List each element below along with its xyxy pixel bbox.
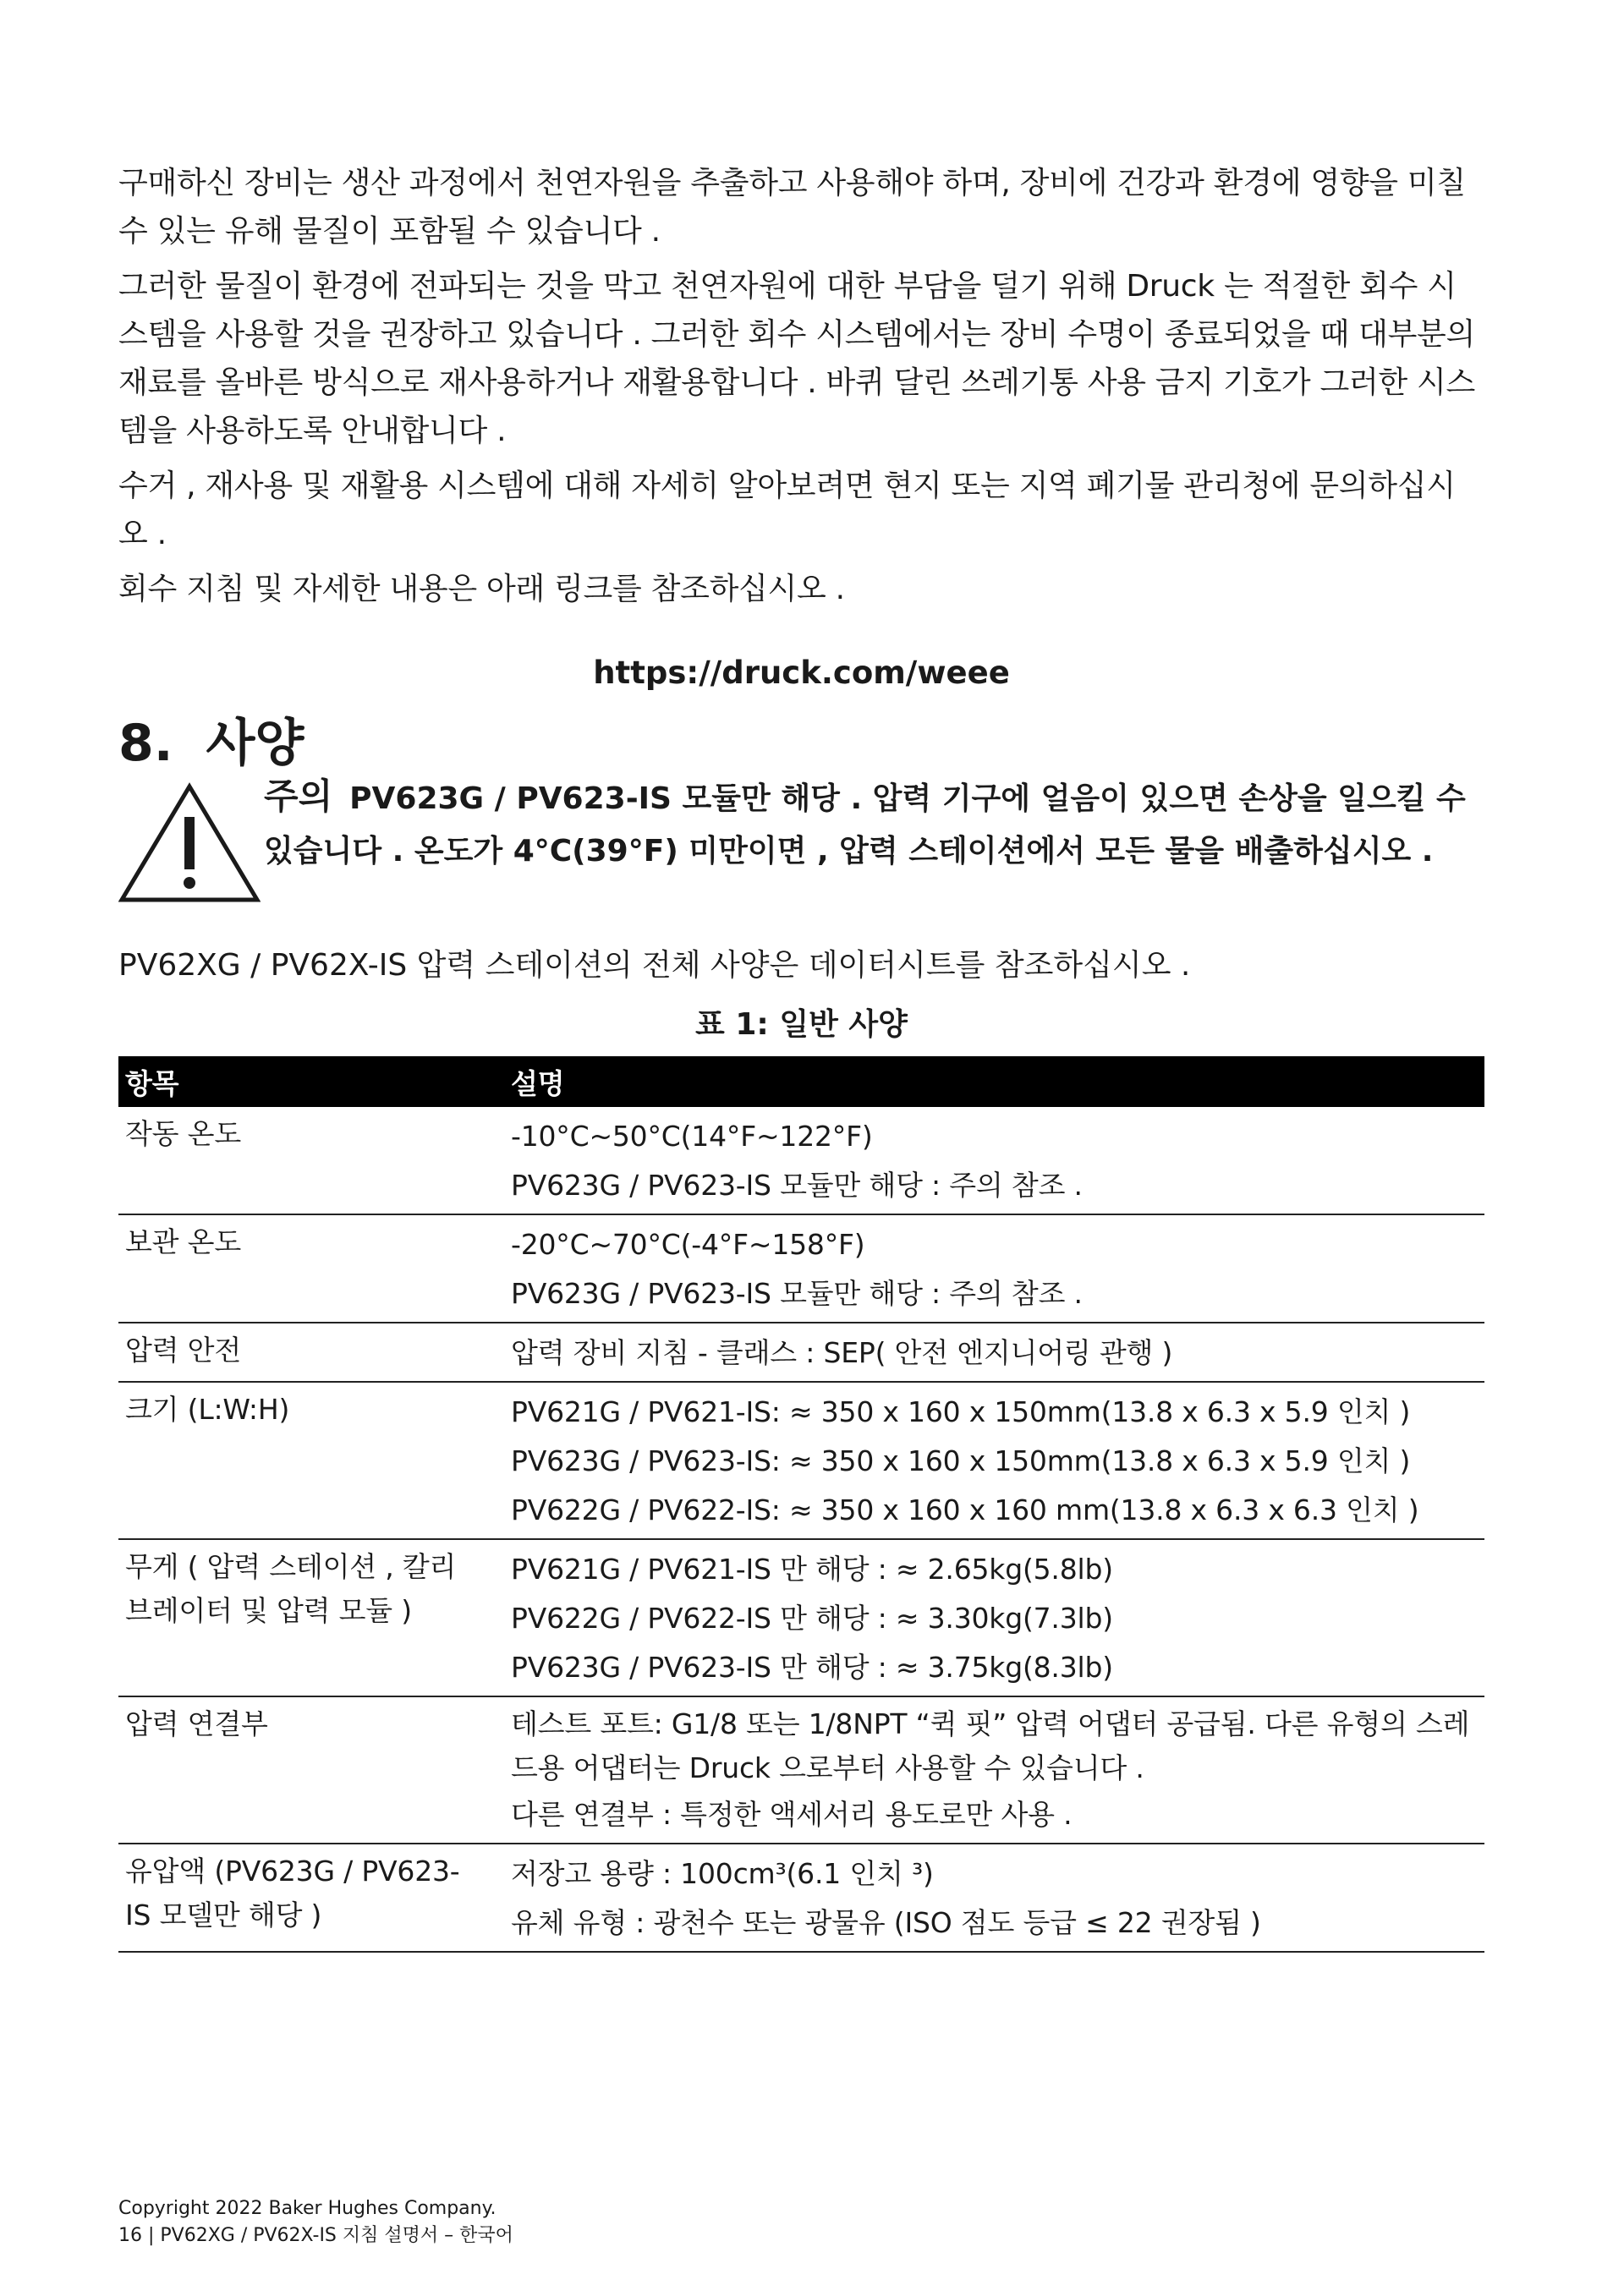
row-line: PV622G / PV622-IS 만 해당 : ≈ 3.30kg(7.3lb) xyxy=(511,1602,1113,1635)
header-description: 설명 xyxy=(504,1056,1484,1107)
row-item: 크기 (L:W:H) xyxy=(125,1393,290,1426)
caution-message: PV623G / PV623-IS 모듈만 해당 . 압력 기구에 얼음이 있으면 손상을 일으킬 수 있습니다 . 온도가 4°C(39°F) 미만이면 , 압력 스테이션에서 모든 물을 배출하십시오 . xyxy=(264,781,1466,869)
row-item: 무게 ( 압력 스테이션 , 칼리브레이터 및 압력 모듈 ) xyxy=(125,1550,457,1627)
table-row xyxy=(118,1323,1484,1382)
row-line: 유체 유형 : 광천수 또는 광물유 (ISO 점도 등급 ≤ 22 권장됨 ) xyxy=(511,1906,1261,1939)
weee-link[interactable]: https://druck.com/weee xyxy=(593,655,1010,691)
row-item: 압력 연결부 xyxy=(125,1707,268,1740)
caution-label: 주의 xyxy=(264,775,333,817)
footer-page-line: 16 | PV62XG / PV62X-IS 지침 설명서 – 한국어 xyxy=(118,2225,513,2246)
warning-triangle-icon xyxy=(118,781,261,904)
table-title: 표 1: 일반 사양 xyxy=(695,1007,908,1042)
row-line: PV623G / PV623-IS: ≈ 350 x 160 x 150mm(13.8 x 6.3 x 5.9 인치 ) xyxy=(511,1444,1411,1477)
row-line: 저장고 용량 : 100cm³(6.1 인치 ³) xyxy=(511,1857,934,1890)
table-row xyxy=(118,1214,1484,1323)
row-line: -10°C~50°C(14°F~122°F) xyxy=(511,1120,873,1153)
section-title-text: 사양 xyxy=(206,714,304,773)
spec-intro: PV62XG / PV62X-IS 압력 스테이션의 전체 사양은 데이터시트를 참조하십시오 . xyxy=(118,948,1191,983)
weee-paragraph-2: 그러한 물질이 환경에 전파되는 것을 막고 천연자원에 대한 부담을 덜기 위해 Druck 는 적절한 회수 시스템을 사용할 것을 권장하고 있습니다 . 그러한 회수 시스템에서는 장비 수명이 종료되었을 때 대부분의 재료를 올바른 방식으로 재사용하거나 재활용합니다 . 바퀴 달린 쓰레기통 사용 금지 기호가 그러한 시스템을 사용하도록 안내합니다 . xyxy=(118,269,1476,448)
general-spec-table xyxy=(118,1056,1484,1953)
weee-paragraph-3: 수거 , 재사용 및 재활용 시스템에 대해 자세히 알아보려면 현지 또는 지역 폐기물 관리청에 문의하십시오 . xyxy=(118,469,1456,551)
weee-paragraph-1: 구매하신 장비는 생산 과정에서 천연자원을 추출하고 사용해야 하며, 장비에 건강과 환경에 영향을 미칠 수 있는 유해 물질이 포함될 수 있습니다 . xyxy=(118,166,1466,249)
table-header-row xyxy=(118,1056,1484,1107)
table-row xyxy=(118,1107,1484,1214)
row-line: PV621G / PV621-IS 만 해당 : ≈ 2.65kg(5.8lb) xyxy=(511,1553,1113,1586)
row-line: PV621G / PV621-IS: ≈ 350 x 160 x 150mm(13.8 x 6.3 x 5.9 인치 ) xyxy=(511,1395,1411,1428)
row-line: PV623G / PV623-IS 만 해당 : ≈ 3.75kg(8.3lb) xyxy=(511,1651,1113,1684)
row-line: PV622G / PV622-IS: ≈ 350 x 160 x 160 mm(13.8 x 6.3 x 6.3 인치 ) xyxy=(511,1493,1419,1526)
row-item: 압력 안전 xyxy=(125,1334,242,1367)
table-row xyxy=(118,1382,1484,1539)
table-row xyxy=(118,1539,1484,1696)
header-item: 항목 xyxy=(118,1056,504,1107)
table-row xyxy=(118,1844,1484,1952)
row-line: 테스트 포트: G1/8 또는 1/8NPT “퀵 핏” 압력 어댑터 공급됨. 다른 유형의 스레드용 어댑터는 Druck 으로부터 사용할 수 있습니다 . xyxy=(511,1707,1470,1784)
table-row xyxy=(118,1696,1484,1844)
caution-box xyxy=(118,777,1484,904)
row-line: PV623G / PV623-IS 모듈만 해당 : 주의 참조 . xyxy=(511,1169,1083,1202)
row-line: 다른 연결부 : 특정한 액세서리 용도로만 사용 . xyxy=(511,1798,1073,1831)
section-heading xyxy=(118,710,1484,777)
section-number: 8. xyxy=(118,714,173,773)
page-footer xyxy=(118,2195,513,2249)
document-page xyxy=(118,159,1484,1953)
weee-paragraph-4: 회수 지침 및 자세한 내용은 아래 링크를 참조하십시오 . xyxy=(118,572,845,606)
row-line: PV623G / PV623-IS 모듈만 해당 : 주의 참조 . xyxy=(511,1277,1083,1310)
row-line: 압력 장비 지침 - 클래스 : SEP( 안전 엔지니어링 관행 ) xyxy=(511,1336,1173,1369)
row-line: -20°C~70°C(-4°F~158°F) xyxy=(511,1228,865,1261)
row-item: 작동 온도 xyxy=(125,1117,242,1150)
row-item: 보관 온도 xyxy=(125,1225,242,1258)
row-item: 유압액 (PV623G / PV623-IS 모델만 해당 ) xyxy=(125,1855,460,1932)
footer-copyright: Copyright 2022 Baker Hughes Company. xyxy=(118,2198,497,2219)
caution-text-block xyxy=(264,770,1482,878)
